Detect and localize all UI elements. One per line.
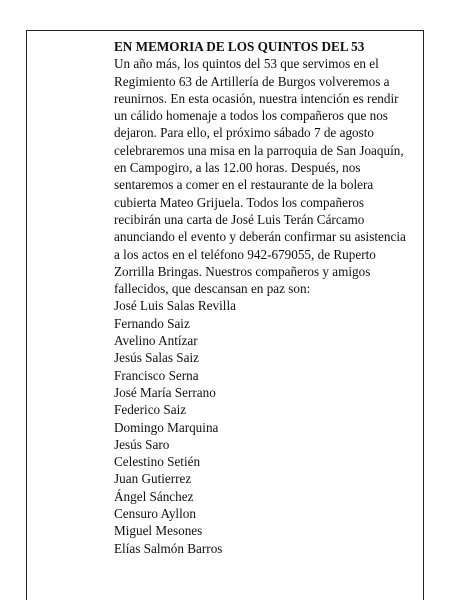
list-item: Elías Salmón Barros — [114, 540, 223, 556]
list-item: Censuro Ayllon — [114, 506, 196, 522]
list-item: José Luis Salas Revilla — [114, 298, 236, 314]
list-item: Fernando Saiz — [114, 315, 190, 331]
body-line: fallecidos, que descansan en paz son: — [114, 281, 311, 297]
list-item: Miguel Mesones — [114, 523, 203, 539]
body-line: Regimiento 63 de Artillería de Burgos volveremos a — [114, 73, 390, 89]
body-line: cubierta Mateo Grijuela. Todos los compañeros — [114, 194, 365, 210]
list-item: Juan Gutierrez — [114, 471, 192, 487]
body-line: en Campogiro, a las 12.00 horas. Después, nos — [114, 160, 361, 176]
list-item: Jesús Saro — [114, 436, 170, 452]
list-item: José María Serrano — [114, 384, 216, 400]
article — [114, 38, 414, 557]
body-line: celebraremos una misa en la parroquia de San Joaquín, — [114, 142, 404, 158]
list-item: Ángel Sánchez — [114, 488, 194, 504]
article-title: EN MEMORIA DE LOS QUINTOS DEL 53 — [114, 39, 365, 54]
list-item: Francisco Serna — [114, 367, 199, 383]
list-item: Avelino Antízar — [114, 333, 198, 349]
list-item: Jesús Salas Saiz — [114, 350, 199, 366]
body-line: a los actos en el teléfono 942-679055, de Ruperto — [114, 246, 376, 262]
list-item: Federico Saiz — [114, 402, 187, 418]
body-line: sentaremos a comer en el restaurante de la bolera — [114, 177, 374, 193]
body-line: reunirnos. En esta ocasión, nuestra intención es rendir — [114, 90, 399, 106]
body-line: recibirán una carta de José Luis Terán Cárcamo — [114, 211, 365, 227]
body-line: un cálido homenaje a todos los compañeros que nos — [114, 108, 388, 124]
list-item: Celestino Setién — [114, 454, 201, 470]
body-line: dejaron. Para ello, el próximo sábado 7 de agosto — [114, 125, 375, 141]
body-line: Zorrilla Bringas. Nuestros compañeros y amigos — [114, 263, 371, 279]
article-body — [114, 55, 414, 297]
body-line: Un año más, los quintos del 53 que servimos en el — [114, 56, 379, 72]
body-line: anunciando el evento y deberán confirmar su asistencia — [114, 229, 406, 245]
deceased-names-list — [114, 297, 414, 556]
list-item: Domingo Marquina — [114, 419, 219, 435]
